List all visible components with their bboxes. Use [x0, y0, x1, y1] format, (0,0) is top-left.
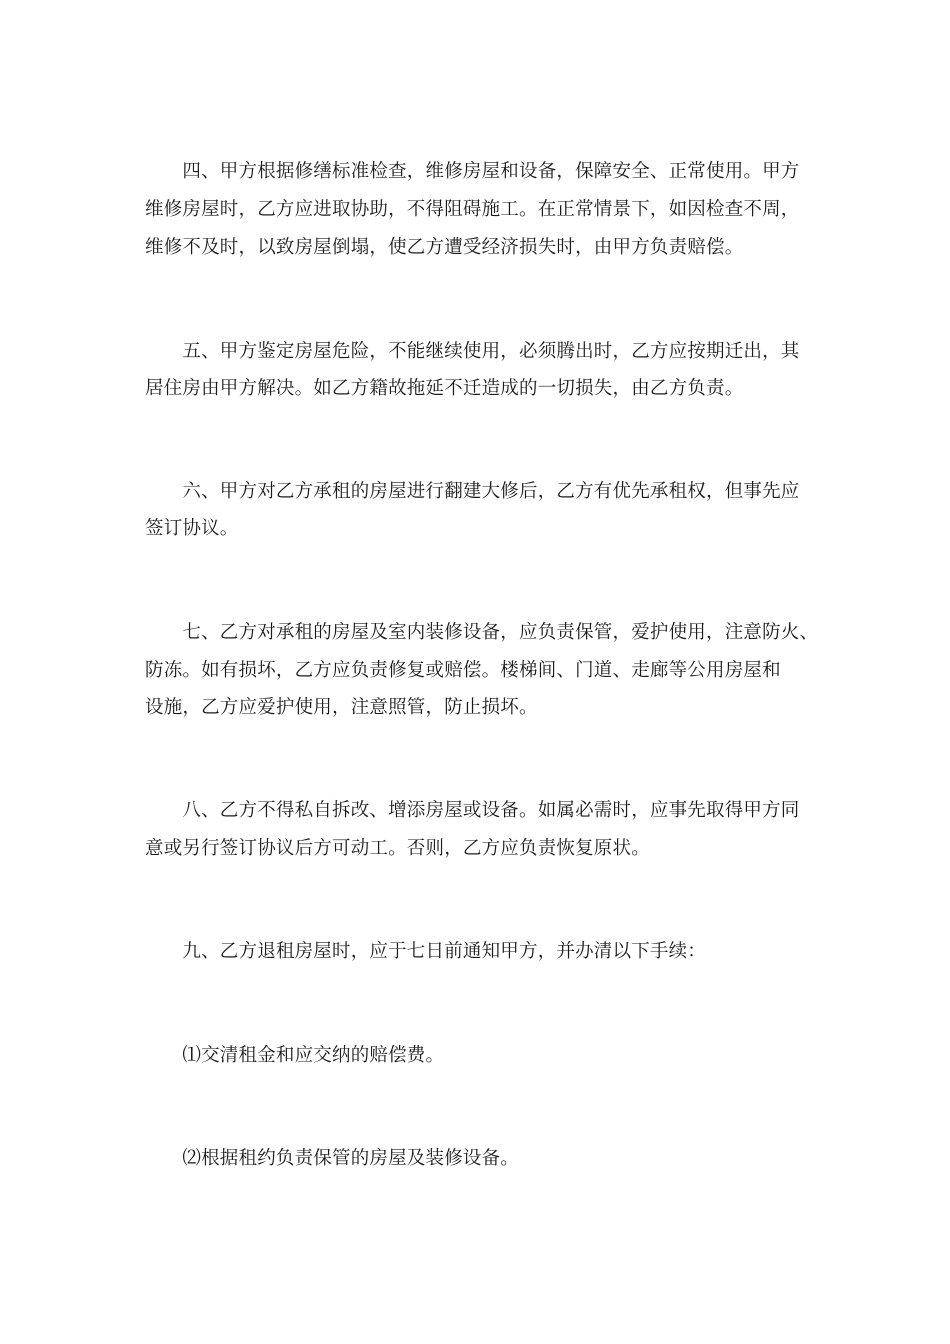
paragraph-4-line-2: 维修房屋时，乙方应进取协助，不得阻碍施工。在正常情景下，如因检查不周，	[145, 199, 800, 220]
paragraph-6-line-2: 签订协议。	[145, 518, 239, 539]
paragraph-9-line-1: 九、乙方退租房屋时，应于七日前通知甲方，并办清以下手续：	[145, 941, 707, 962]
paragraph-4-line-1: 四、甲方根据修缮标准检查，维修房屋和设备，保障安全、正常使用。甲方	[145, 161, 800, 182]
paragraph-7-line-3: 设施，乙方应爱护使用，注意照管，防止损坏。	[145, 697, 538, 718]
paragraph-6-line-1: 六、甲方对乙方承租的房屋进行翻建大修后，乙方有优先承租权，但事先应	[145, 481, 800, 502]
list-item-1: ⑴交清租金和应交纳的赔偿费。	[145, 1045, 445, 1066]
paragraph-7-line-2: 防冻。如有损坏，乙方应负责修复或赔偿。楼梯间、门道、走廊等公用房屋和	[145, 660, 781, 681]
paragraph-8-line-1: 八、乙方不得私自拆改、增添房屋或设备。如属必需时，应事先取得甲方同	[145, 800, 800, 821]
paragraph-4-line-3: 维修不及时，以致房屋倒塌，使乙方遭受经济损失时，由甲方负责赔偿。	[145, 237, 744, 258]
paragraph-8-line-2: 意或另行签订协议后方可动工。否则，乙方应负责恢复原状。	[145, 838, 650, 859]
paragraph-7-line-1: 七、乙方对承租的房屋及室内装修设备，应负责保管，爱护使用，注意防火、	[145, 622, 819, 643]
paragraph-5-line-1: 五、甲方鉴定房屋危险，不能继续使用，必须腾出时，乙方应按期迁出，其	[145, 341, 800, 362]
list-item-2: ⑵根据租约负责保管的房屋及装修设备。	[145, 1148, 520, 1169]
paragraph-5-line-2: 居住房由甲方解决。如乙方籍故拖延不迁造成的一切损失，由乙方负责。	[145, 378, 744, 399]
